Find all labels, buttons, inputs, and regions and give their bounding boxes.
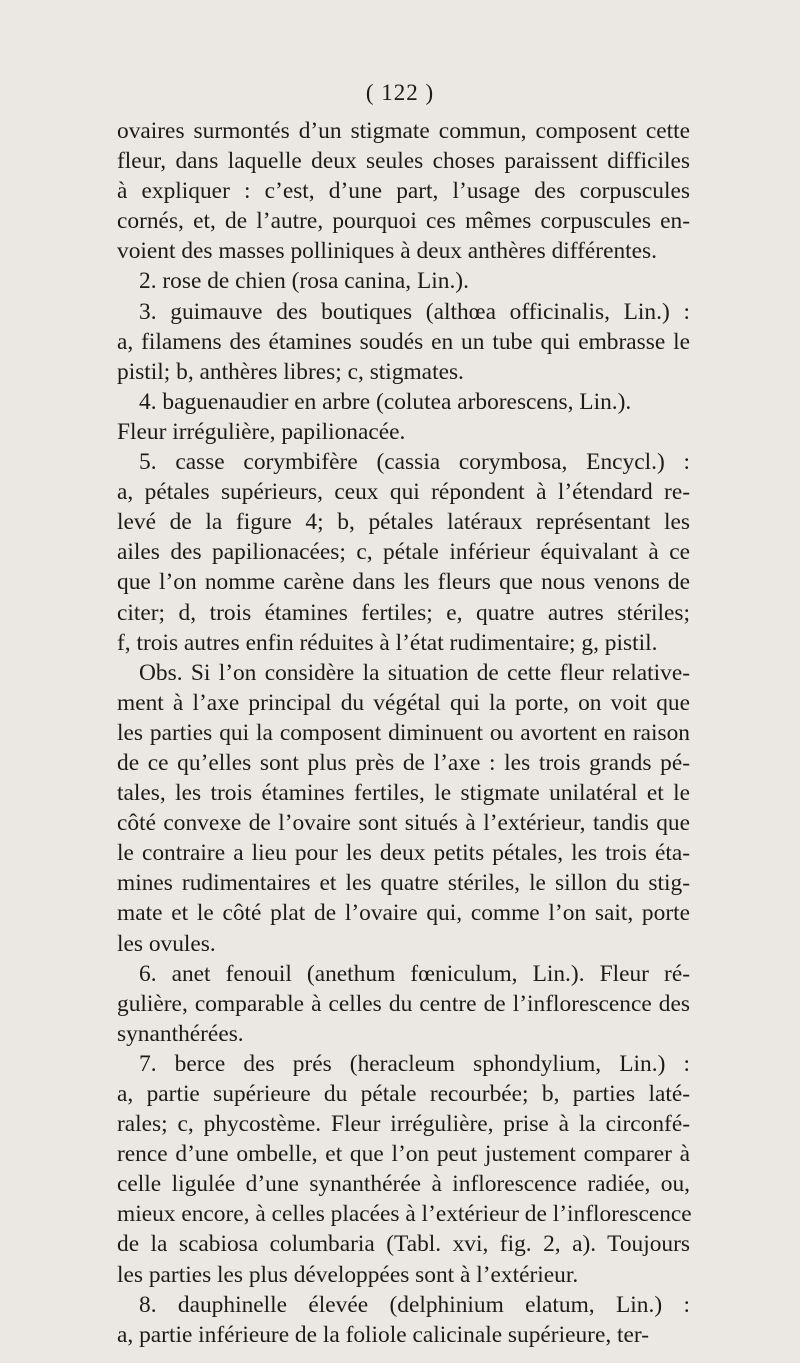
text-line: synanthérées. (117, 1020, 244, 1047)
text-line: 8. dauphinelle élevée (delphinium elatum, Lin.) : (139, 1291, 690, 1318)
text-line: 3. guimauve des boutiques (althœa officinalis, Lin.) : (139, 298, 690, 325)
text-line: 5. casse corymbifère (cassia corymbosa, Encycl.) : (139, 449, 690, 476)
text-line: ment à l’axe principal du végétal qui la porte, on voit que (117, 689, 690, 716)
text-line: gulière, comparable à celles du centre de l’inflorescence des (117, 990, 690, 1017)
text-line: tales, les trois étamines fertiles, le stigmate unilatéral et le (117, 780, 690, 807)
text-line: mate et le côté plat de l’ovaire qui, comme l’on sait, porte (117, 900, 690, 927)
text-line: mines rudimentaires et les quatre stériles, le sillon du stig- (117, 870, 690, 897)
text-line: a, partie supérieure du pétale recourbée; b, parties laté- (117, 1081, 690, 1107)
text-line: 6. anet fenouil (anethum fœniculum, Lin.). Fleur ré- (139, 960, 690, 987)
text-line: le contraire a lieu pour les deux petits pétales, les trois éta- (117, 840, 690, 867)
text-line: mieux encore, à celles placées à l’extérieur de l’inflorescence (117, 1201, 692, 1228)
text-line: à expliquer : c’est, d’une part, l’usage des corpuscules (117, 178, 690, 205)
text-line: rence d’une ombelle, et que l’on peut justement comparer à (117, 1141, 690, 1168)
text-line: les parties qui la composent diminuent ou avortent en raison (117, 719, 690, 746)
text-line: citer; d, trois étamines fertiles; e, quatre autres stériles; (117, 599, 690, 626)
text-line: 7. berce des prés (heracleum sphondylium, Lin.) : (139, 1050, 690, 1077)
text-line: les parties les plus développées sont à l’extérieur. (117, 1261, 579, 1288)
text-line: a, pétales supérieurs, ceux qui répondent à l’étendard re- (117, 479, 690, 506)
text-line: de la scabiosa columbaria (Tabl. xvi, fig. 2, a). Toujours (117, 1231, 690, 1258)
text-line: a, filamens des étamines soudés en un tube qui embrasse le (117, 328, 690, 355)
text-line: levé de la figure 4; b, pétales latéraux représentant les (117, 509, 690, 536)
text-line: pistil; b, anthères libres; c, stigmates. (117, 358, 464, 385)
text-line: 4. baguenaudier en arbre (colutea arborescens, Lin.). (139, 388, 632, 415)
text-line: que l’on nomme carène dans les fleurs que nous venons de (117, 569, 690, 596)
text-line: ovaires surmontés d’un stigmate commun, composent cette (117, 118, 690, 144)
text-line: les ovules. (117, 930, 216, 957)
text-line: Obs. Si l’on considère la situation de cette fleur relative- (139, 659, 690, 686)
text-line: a, partie inférieure de la foliole calicinale supérieure, ter- (117, 1321, 650, 1348)
text-line: de ce qu’elles sont plus près de l’axe : les trois grands pé- (117, 749, 690, 776)
text-line: rales; c, phycostème. Fleur irrégulière, prise à la circonfé- (117, 1111, 690, 1138)
text-line: ailes des papilionacées; c, pétale inférieur équivalant à ce (117, 539, 690, 566)
text-line: celle ligulée d’une synanthérée à inflorescence radiée, ou, (117, 1171, 690, 1198)
text-line: cornés, et, de l’autre, pourquoi ces mêmes corpuscules en- (117, 208, 690, 235)
text-line: 2. rose de chien (rosa canina, Lin.). (139, 268, 469, 295)
body-text (117, 116, 690, 1350)
text-line: fleur, dans laquelle deux seules choses paraissent difficiles (117, 148, 690, 175)
page-number-header: ( 122 ) (365, 80, 435, 105)
text-line: f, trois autres enfin réduites à l’état rudimentaire; g, pistil. (117, 629, 658, 656)
text-line: voient des masses polliniques à deux anthères différentes. (117, 238, 658, 265)
text-line: Fleur irrégulière, papilionacée. (117, 418, 406, 445)
text-line: côté convexe de l’ovaire sont situés à l’extérieur, tandis que (117, 810, 690, 837)
